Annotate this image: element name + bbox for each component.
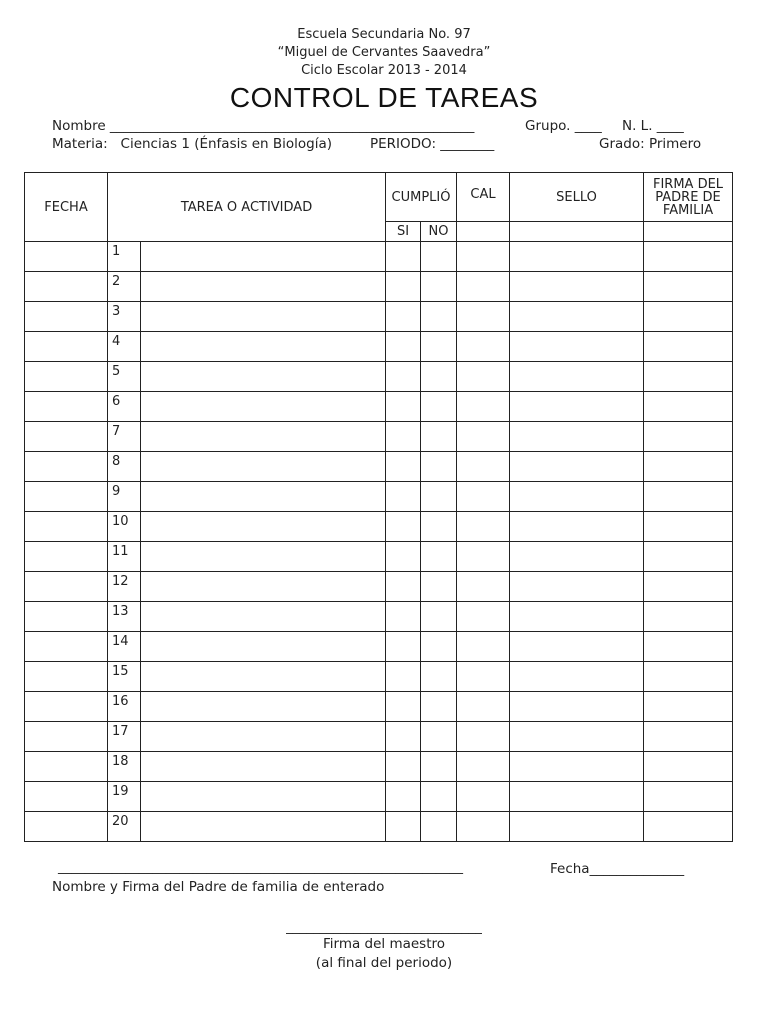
sello-cell [510, 752, 644, 782]
tarea-cell [141, 692, 386, 722]
number-cell: 1 [108, 242, 141, 272]
fecha-cell [25, 812, 108, 842]
cal-cell [457, 812, 510, 842]
fecha-cell [25, 752, 108, 782]
table-row [25, 452, 733, 482]
cal-cell [457, 332, 510, 362]
cal-cell [457, 512, 510, 542]
sello-cell [510, 332, 644, 362]
tarea-cell [141, 482, 386, 512]
no-cell [421, 482, 457, 512]
cal-cell [457, 392, 510, 422]
firma-cell [644, 782, 733, 812]
header-fecha: FECHA [25, 173, 108, 242]
cal-cell [457, 722, 510, 752]
sello-cell [510, 572, 644, 602]
sello-cell [510, 782, 644, 812]
fecha-cell [25, 722, 108, 752]
number-cell: 9 [108, 482, 141, 512]
si-cell [386, 362, 421, 392]
number-cell: 10 [108, 512, 141, 542]
firma-cell [644, 662, 733, 692]
cal-cell [457, 272, 510, 302]
fecha-cell [25, 362, 108, 392]
fecha-cell [25, 572, 108, 602]
table-row [25, 512, 733, 542]
number-cell: 3 [108, 302, 141, 332]
table-row [25, 602, 733, 632]
firma-cell [644, 752, 733, 782]
table-row [25, 302, 733, 332]
fecha-cell [25, 692, 108, 722]
cal-cell [457, 482, 510, 512]
no-cell [421, 302, 457, 332]
fecha-cell [25, 482, 108, 512]
cal-cell [457, 242, 510, 272]
number-cell: 8 [108, 452, 141, 482]
teacher-signature-note: (al final del periodo) [315, 955, 453, 971]
firma-cell [644, 812, 733, 842]
tarea-cell [141, 602, 386, 632]
firma-cell [644, 692, 733, 722]
si-cell [386, 242, 421, 272]
number-cell: 17 [108, 722, 141, 752]
nombre-field: Nombre ______________________________________________________ [52, 118, 475, 134]
si-cell [386, 272, 421, 302]
si-cell [386, 722, 421, 752]
periodo-field: PERIODO: ________ [370, 136, 495, 152]
firma-cell [644, 272, 733, 302]
number-cell: 4 [108, 332, 141, 362]
firma-cell [644, 362, 733, 392]
teacher-signature-line: _____________________________ [286, 919, 482, 935]
fecha-cell [25, 272, 108, 302]
fecha-cell [25, 512, 108, 542]
firma-cell [644, 512, 733, 542]
no-cell [421, 632, 457, 662]
si-cell [386, 632, 421, 662]
si-cell [386, 752, 421, 782]
school-motto: “Miguel de Cervantes Saavedra” [277, 45, 491, 60]
table-row [25, 692, 733, 722]
fecha-cell [25, 302, 108, 332]
tarea-cell [141, 812, 386, 842]
firma-cell [644, 632, 733, 662]
number-cell: 13 [108, 602, 141, 632]
si-cell [386, 482, 421, 512]
number-cell: 7 [108, 422, 141, 452]
fecha-cell [25, 782, 108, 812]
table-row [25, 662, 733, 692]
table-row [25, 572, 733, 602]
cal-cell [457, 602, 510, 632]
tarea-cell [141, 662, 386, 692]
cal-cell [457, 782, 510, 812]
sello-cell [510, 602, 644, 632]
page-title: CONTROL DE TAREAS [229, 82, 539, 113]
cal-cell [457, 422, 510, 452]
nl-field: N. L. ____ [622, 118, 684, 134]
fecha-cell [25, 452, 108, 482]
cal-cell [457, 542, 510, 572]
no-cell [421, 242, 457, 272]
sello-cell [510, 632, 644, 662]
no-cell [421, 362, 457, 392]
firma-cell [644, 572, 733, 602]
sello-cell [510, 272, 644, 302]
no-cell [421, 392, 457, 422]
si-cell [386, 452, 421, 482]
tarea-cell [141, 392, 386, 422]
cal-cell [457, 692, 510, 722]
parent-signature-line: ____________________________________________________________ [58, 859, 463, 875]
no-cell [421, 692, 457, 722]
si-cell [386, 542, 421, 572]
no-cell [421, 422, 457, 452]
no-cell [421, 812, 457, 842]
fecha-cell [25, 392, 108, 422]
firma-cell [644, 722, 733, 752]
tarea-cell [141, 542, 386, 572]
materia-field: Materia: Ciencias 1 (Énfasis en Biología) [52, 136, 332, 152]
tarea-cell [141, 572, 386, 602]
header-tarea: TAREA O ACTIVIDAD [108, 173, 386, 242]
table-row [25, 272, 733, 302]
firma-cell [644, 392, 733, 422]
si-cell [386, 332, 421, 362]
si-cell [386, 602, 421, 632]
grado-field: Grado: Primero [599, 136, 702, 152]
fecha-cell [25, 632, 108, 662]
header-cal: CAL [457, 173, 510, 222]
cal-cell [457, 632, 510, 662]
fecha-cell [25, 422, 108, 452]
fecha-cell [25, 542, 108, 572]
si-cell [386, 392, 421, 422]
number-cell: 19 [108, 782, 141, 812]
table-row [25, 392, 733, 422]
si-cell [386, 812, 421, 842]
sello-cell [510, 362, 644, 392]
table-row [25, 752, 733, 782]
no-cell [421, 332, 457, 362]
no-cell [421, 542, 457, 572]
no-cell [421, 782, 457, 812]
firma-cell [644, 452, 733, 482]
tarea-cell [141, 302, 386, 332]
sello-cell [510, 242, 644, 272]
grupo-field: Grupo. ____ [525, 118, 602, 134]
table-row [25, 242, 733, 272]
table-row [25, 422, 733, 452]
header-no: NO [421, 222, 457, 242]
cal-cell [457, 302, 510, 332]
fecha-cell [25, 662, 108, 692]
firma-cell [644, 302, 733, 332]
firma-cell [644, 332, 733, 362]
si-cell [386, 692, 421, 722]
no-cell [421, 572, 457, 602]
sello-cell [510, 482, 644, 512]
no-cell [421, 722, 457, 752]
tarea-cell [141, 782, 386, 812]
tarea-cell [141, 512, 386, 542]
header-sello: SELLO [510, 173, 644, 222]
table-row [25, 362, 733, 392]
sello-cell [510, 452, 644, 482]
cal-cell [457, 572, 510, 602]
cal-cell [457, 362, 510, 392]
sello-cell [510, 512, 644, 542]
number-cell: 2 [108, 272, 141, 302]
firma-sub-cell [644, 222, 733, 242]
fecha-line: Fecha______________ [550, 861, 685, 877]
tarea-cell [141, 362, 386, 392]
sello-cell [510, 542, 644, 572]
sello-cell [510, 812, 644, 842]
cal-sub-cell [457, 222, 510, 242]
fecha-cell [25, 242, 108, 272]
no-cell [421, 752, 457, 782]
si-cell [386, 422, 421, 452]
si-cell [386, 662, 421, 692]
number-cell: 20 [108, 812, 141, 842]
fecha-cell [25, 602, 108, 632]
number-cell: 11 [108, 542, 141, 572]
table-row [25, 782, 733, 812]
table-row [25, 722, 733, 752]
firma-cell [644, 482, 733, 512]
sello-cell [510, 722, 644, 752]
header-si: SI [386, 222, 421, 242]
number-cell: 6 [108, 392, 141, 422]
number-cell: 15 [108, 662, 141, 692]
table-row [25, 542, 733, 572]
sello-cell [510, 692, 644, 722]
no-cell [421, 602, 457, 632]
number-cell: 12 [108, 572, 141, 602]
number-cell: 18 [108, 752, 141, 782]
table-row [25, 482, 733, 512]
tarea-cell [141, 242, 386, 272]
si-cell [386, 572, 421, 602]
no-cell [421, 452, 457, 482]
parent-signature-label: Nombre y Firma del Padre de familia de enterado [52, 879, 385, 895]
tarea-cell [141, 422, 386, 452]
tarea-cell [141, 272, 386, 302]
sello-sub-cell [510, 222, 644, 242]
fecha-cell [25, 332, 108, 362]
si-cell [386, 782, 421, 812]
tarea-cell [141, 632, 386, 662]
sello-cell [510, 392, 644, 422]
tarea-cell [141, 332, 386, 362]
firma-cell [644, 602, 733, 632]
table-row [25, 812, 733, 842]
teacher-signature-label: Firma del maestro [322, 936, 446, 952]
no-cell [421, 662, 457, 692]
no-cell [421, 272, 457, 302]
sello-cell [510, 422, 644, 452]
school-cycle: Ciclo Escolar 2013 - 2014 [301, 63, 467, 78]
header-firma: FIRMA DEL PADRE DE FAMILIA [644, 173, 733, 222]
tarea-cell [141, 722, 386, 752]
homework-table [24, 172, 733, 842]
tarea-cell [141, 752, 386, 782]
table-row [25, 632, 733, 662]
number-cell: 16 [108, 692, 141, 722]
si-cell [386, 302, 421, 332]
tarea-cell [141, 452, 386, 482]
firma-cell [644, 542, 733, 572]
cal-cell [457, 752, 510, 782]
school-name: Escuela Secundaria No. 97 [297, 27, 471, 42]
header-cumplio: CUMPLIÓ [386, 173, 457, 222]
sello-cell [510, 662, 644, 692]
cal-cell [457, 662, 510, 692]
number-cell: 14 [108, 632, 141, 662]
table-row [25, 332, 733, 362]
number-cell: 5 [108, 362, 141, 392]
sello-cell [510, 302, 644, 332]
cal-cell [457, 452, 510, 482]
no-cell [421, 512, 457, 542]
firma-cell [644, 422, 733, 452]
si-cell [386, 512, 421, 542]
firma-cell [644, 242, 733, 272]
